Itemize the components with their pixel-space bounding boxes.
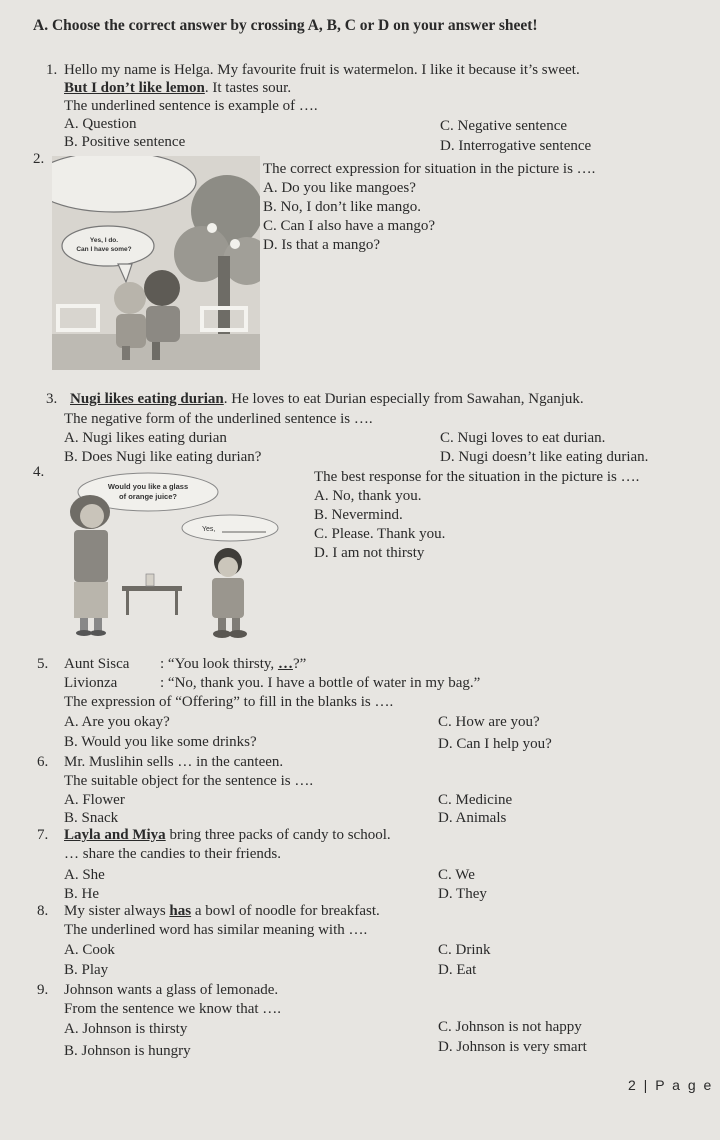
q6-option-c[interactable]: C. Medicine: [438, 792, 513, 808]
q8-sentence-line: [64, 902, 380, 920]
q6-text: Mr. Muslihin sells … in the canteen.: [64, 754, 284, 770]
q2-number: 2.: [33, 151, 45, 167]
q5-blank: …: [277, 656, 293, 672]
q5-line1-pre: : “You look thirsty,: [160, 656, 278, 672]
q8-number: 8.: [37, 903, 49, 919]
q6-option-b[interactable]: B. Snack: [64, 810, 119, 826]
q1-option-b[interactable]: B. Positive sentence: [64, 134, 186, 150]
q5-option-c[interactable]: C. How are you?: [438, 714, 540, 730]
q3-underlined: Nugi likes eating durian: [70, 391, 224, 407]
q1-sentence-line: [64, 79, 291, 97]
q5-speaker2: Livionza: [64, 675, 118, 691]
q5-speaker1: Aunt Sisca: [64, 656, 130, 672]
q4-prompt: The best response for the situation in the picture is ….: [314, 469, 640, 485]
q9-option-b[interactable]: B. Johnson is hungry: [64, 1043, 191, 1059]
q3-prompt: The negative form of the underlined sentence is ….: [64, 411, 373, 427]
q5-prompt: The expression of “Offering” to fill in the blanks is ….: [64, 694, 394, 710]
q4-option-a[interactable]: A. No, thank you.: [314, 488, 422, 504]
q8-pre: My sister always: [64, 903, 170, 919]
q5-line2: : “No, thank you. I have a bottle of water in my bag.”: [160, 675, 481, 691]
q2-option-d[interactable]: D. Is that a mango?: [263, 237, 381, 253]
q4-option-c[interactable]: C. Please. Thank you.: [314, 526, 446, 542]
q4-bubble1-line2: of orange juice?: [119, 492, 177, 501]
q9-option-d[interactable]: D. Johnson is very smart: [438, 1039, 587, 1055]
q9-number: 9.: [37, 982, 49, 998]
q8-option-a[interactable]: A. Cook: [64, 942, 115, 958]
q5-number: 5.: [37, 656, 49, 672]
section-heading: A. Choose the correct answer by crossing A, B, C or D on your answer sheet!: [33, 17, 538, 34]
page-number: 2 | P a g e: [628, 1077, 714, 1093]
q7-option-b[interactable]: B. He: [64, 886, 99, 902]
q9-text: Johnson wants a glass of lemonade.: [64, 982, 279, 998]
q5-line1: [160, 655, 306, 673]
q3-option-c[interactable]: C. Nugi loves to eat durian.: [440, 430, 606, 446]
q1-prompt: The underlined sentence is example of ….: [64, 98, 318, 114]
q6-prompt: The suitable object for the sentence is ….: [64, 773, 314, 789]
q1-number: 1.: [46, 62, 58, 78]
q4-bubble2: Yes,: [202, 526, 216, 533]
q1-underlined: But I don’t like lemon: [64, 80, 205, 96]
q8-option-b[interactable]: B. Play: [64, 962, 109, 978]
q2-option-a[interactable]: A. Do you like mangoes?: [263, 180, 416, 196]
q1-text: Hello my name is Helga. My favourite fruit is watermelon. I like it because it’s sweet.: [64, 62, 580, 78]
q2-option-b[interactable]: B. No, I don’t like mango.: [263, 199, 422, 215]
q3-number: 3.: [46, 391, 58, 407]
q3-sentence-line: [70, 390, 584, 408]
q7-option-a[interactable]: A. She: [64, 867, 105, 883]
q5-option-d[interactable]: D. Can I help you?: [438, 736, 552, 752]
q7-underlined: Layla and Miya: [64, 827, 166, 843]
q3-after: . He loves to eat Durian especially from Sawahan, Nganjuk.: [223, 391, 584, 407]
q1-after: . It tastes sour.: [204, 80, 292, 96]
q2-bubble-line2: Can I have some?: [76, 246, 132, 253]
q4-picture: [52, 470, 280, 650]
q1-option-a[interactable]: A. Question: [64, 116, 137, 132]
q9-option-c[interactable]: C. Johnson is not happy: [438, 1019, 582, 1035]
q1-option-d[interactable]: D. Interrogative sentence: [440, 138, 592, 154]
q6-number: 6.: [37, 754, 49, 770]
q8-option-c[interactable]: C. Drink: [438, 942, 491, 958]
q2-picture: [52, 156, 260, 370]
q4-option-b[interactable]: B. Nevermind.: [314, 507, 403, 523]
q8-prompt: The underlined word has similar meaning with ….: [64, 922, 368, 938]
q7-prompt: … share the candies to their friends.: [64, 846, 282, 862]
q8-option-d[interactable]: D. Eat: [438, 962, 477, 978]
q7-sentence-line: [64, 826, 391, 844]
q9-option-a[interactable]: A. Johnson is thirsty: [64, 1021, 188, 1037]
q5-line1-post: ?”: [292, 656, 307, 672]
q4-number: 4.: [33, 464, 45, 480]
q7-number: 7.: [37, 827, 49, 843]
q1-option-c[interactable]: C. Negative sentence: [440, 118, 568, 134]
q7-after: bring three packs of candy to school.: [165, 827, 391, 843]
q2-prompt: The correct expression for situation in the picture is ….: [263, 161, 596, 177]
q7-option-d[interactable]: D. They: [438, 886, 487, 902]
q2-bubble-line1: Yes, I do.: [89, 237, 119, 244]
q8-underlined: has: [169, 903, 192, 919]
q6-option-a[interactable]: A. Flower: [64, 792, 125, 808]
q3-option-d[interactable]: D. Nugi doesn’t like eating durian.: [440, 449, 649, 465]
q3-option-a[interactable]: A. Nugi likes eating durian: [64, 430, 227, 446]
q2-option-c[interactable]: C. Can I also have a mango?: [263, 218, 436, 234]
q3-option-b[interactable]: B. Does Nugi like eating durian?: [64, 449, 262, 465]
q5-option-a[interactable]: A. Are you okay?: [64, 714, 170, 730]
q6-option-d[interactable]: D. Animals: [438, 810, 507, 826]
q4-bubble1-line1: Would you like a glass: [107, 482, 189, 491]
q9-prompt: From the sentence we know that ….: [64, 1001, 282, 1017]
q5-option-b[interactable]: B. Would you like some drinks?: [64, 734, 257, 750]
q8-post: a bowl of noodle for breakfast.: [191, 903, 380, 919]
q7-option-c[interactable]: C. We: [438, 867, 475, 883]
q4-option-d[interactable]: D. I am not thirsty: [314, 545, 425, 561]
